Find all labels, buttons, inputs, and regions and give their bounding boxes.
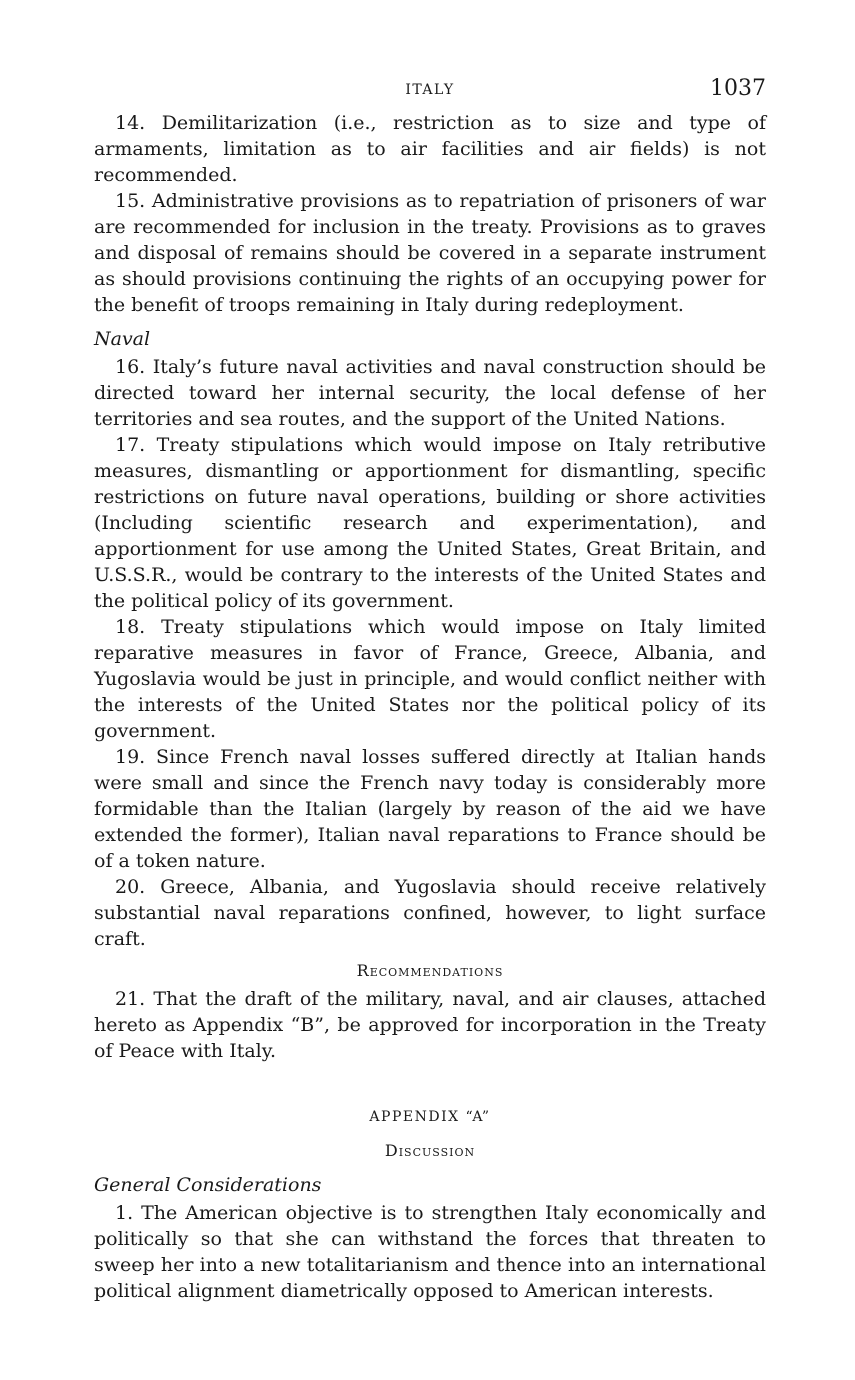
paragraph-20: 20. Greece, Albania, and Yugoslavia should receive relatively substantial naval reparations confined, however, to light surface craft. (94, 876, 766, 950)
recommendations-heading: Recommendations (356, 961, 504, 980)
paragraph-18: 18. Treaty stipulations which would impose on Italy limited reparative measures in favor of France, Greece, Albania, and Yugoslavia would be just in principle, and would conflict neither with the interests of the United States nor the political policy of its government. (94, 616, 766, 742)
paragraph-17: 17. Treaty stipulations which would impose on Italy retributive measures, dismantling or apportionment for dismantling, specific restrictions on future naval operations, building or shore activities (Including scientific research and experimentation), and apportionment for use among the United States, Great Britain, and U.S.S.R., would be contrary to the interests of the United States and the political policy of its government. (94, 434, 766, 612)
running-head-title: ITALY (405, 82, 455, 98)
appendix-paragraph-1: 1. The American objective is to strengthen Italy economically and politically so that she can withstand the forces that threaten to sweep her into a new totalitarianism and thence into an international political alignment diametrically opposed to American interests. (94, 1202, 766, 1302)
paragraph-15: 15. Administrative provisions as to repatriation of prisoners of war are recommended for inclusion in the treaty. Provisions as to graves and disposal of remains should be covered in a separate instrument as should provisions continuing the rights of an occupying power for the benefit of troops remaining in Italy during redeployment. (94, 190, 766, 316)
running-head (94, 72, 766, 110)
discussion-heading: Discussion (384, 1141, 476, 1160)
paragraph-21: 21. That the draft of the military, naval, and air clauses, attached hereto as Appendix “B”, be approved for incorporation in the Treaty of Peace with Italy. (94, 988, 766, 1062)
general-considerations-heading: General Considerations (94, 1174, 322, 1196)
paragraph-19: 19. Since French naval losses suffered directly at Italian hands were small and since the French navy today is considerably more formidable than the Italian (largely by reason of the aid we have extended the former), Italian naval reparations to France should be of a token nature. (94, 746, 766, 872)
paragraph-16: 16. Italy’s future naval activities and naval construction should be directed toward her internal security, the local defense of her territories and sea routes, and the support of the United Nations. (94, 356, 766, 430)
document-page (94, 72, 766, 1304)
page-number: 1037 (710, 76, 766, 101)
naval-heading: Naval (94, 328, 151, 350)
paragraph-14: 14. Demilitarization (i.e., restriction as to size and type of armaments, limitation as to air facilities and air fields) is not recommended. (94, 112, 766, 186)
appendix-title: APPENDIX “A” (369, 1109, 491, 1125)
